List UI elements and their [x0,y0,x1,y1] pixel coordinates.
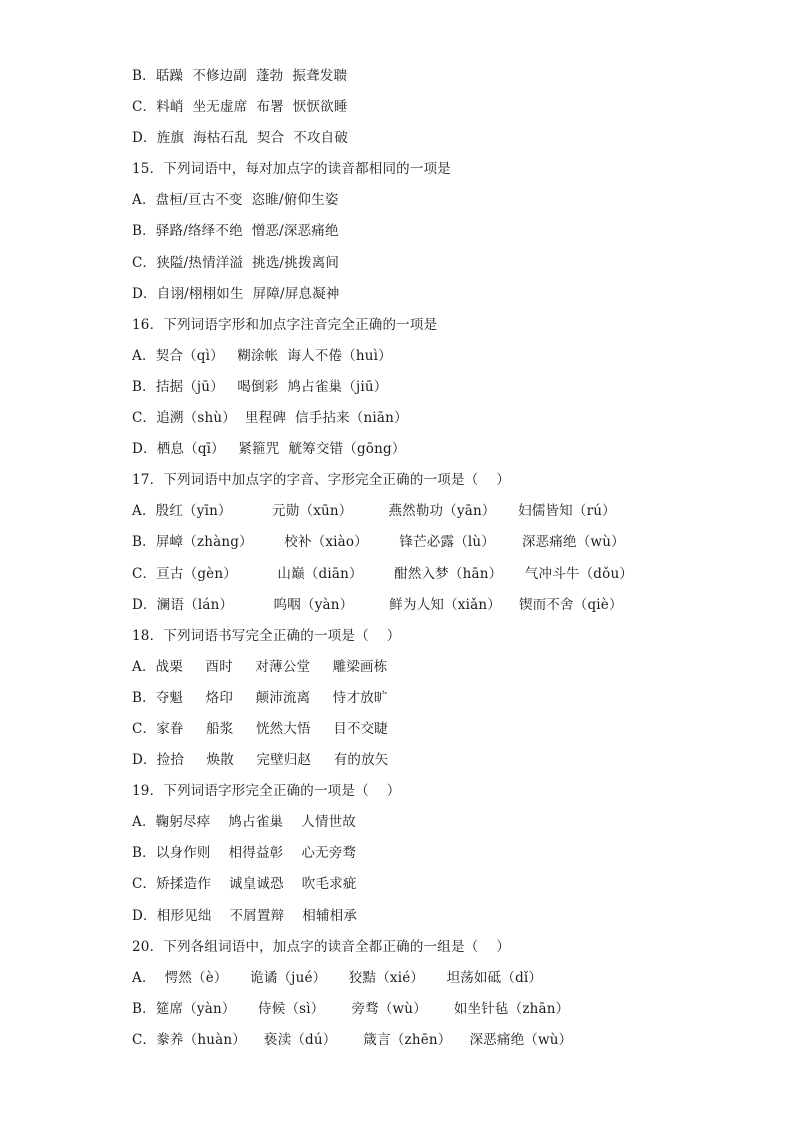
option-line: B．驿路/络绎不绝 憎恶/深恶痛绝 [132,223,339,240]
option-line: D．栖息（qī） 紧箍咒 觥筹交错（gōng） [132,441,406,458]
option-line: D．捡拾 焕散 完壁归赵 有的放矢 [132,752,389,769]
option-line: A．战栗 酉时 对薄公堂 雕梁画栋 [132,658,388,675]
question-line: 19．下列词语字形完全正确的一项是（ ） [132,783,401,800]
option-line: A．盘桓/亘古不变 恣睢/俯仰生姿 [132,192,339,209]
option-line: B．夺魁 烙印 颠沛流离 恃才放旷 [132,689,388,706]
question-line: 15．下列词语中，每对加点字的读音都相同的一项是 [132,161,451,178]
option-line: B．筵席（yàn） 侍候（sì） 旁骛（wù） 如坐针毡（zhān） [132,1000,570,1017]
option-line: D．自诩/栩栩如生 屏障/屏息凝神 [132,285,340,302]
option-line: A．鞠躬尽瘁 鸠占雀巢 人情世故 [132,814,356,831]
option-line: A．契合（qì） 糊涂帐 诲人不倦（huì） [132,347,392,364]
option-line: B．以身作则 相得益彰 心无旁骛 [132,845,357,862]
option-line: C．家眷 船浆 恍然大悟 目不交睫 [132,720,388,737]
question-line: 18．下列词语书写完全正确的一项是（ ） [132,627,401,644]
question-line: 20．下列各组词语中，加点字的读音全都正确的一组是（ ） [132,938,511,955]
question-line: 17．下列词语中加点字的字音、字形完全正确的一项是（ ） [132,472,511,489]
option-line: C．狭隘/热情洋溢 挑选/挑拨离间 [132,254,340,271]
option-line: C．料峭 坐无虚席 布署 恹恹欲睡 [132,99,348,116]
option-line: C．豢养（huàn） 亵渎（dú） 箴言（zhēn） 深恶痛绝（wù） [132,1031,573,1048]
exam-content [132,61,752,1056]
option-line: B．屏嶂（zhàng） 校补（xiào） 锋芒必露（lù） 深恶痛绝（wù） [132,534,625,551]
option-line: C．追溯（shù） 里程碑 信手拈来（niān） [132,410,408,427]
option-line: A． 愕然（è） 诡谲（jué） 狡黠（xié） 坦荡如砥（dǐ） [132,969,543,986]
option-line: D．澜语（lán） 呜咽（yàn） 鲜为人知（xiǎn） 锲而不舍（qiè） [132,596,623,613]
option-line: B．聒躁 不修边副 蓬勃 振聋发聩 [132,68,348,84]
question-line: 16．下列词语字形和加点字注音完全正确的一项是 [132,316,438,333]
option-line: B．拮据（jū） 喝倒彩 鸠占雀巢（jiū） [132,378,388,395]
option-line: A．殷红（yīn） 元勋（xūn） 燕然勒功（yān） 妇儒皆知（rú） [132,503,616,520]
option-line: C．亘古（gèn） 山巅（diān） 酣然入梦（hān） 气冲斗牛（dǒu） [132,565,634,582]
option-line: C．矫揉造作 诚皇诚恐 吹毛求疵 [132,876,357,893]
option-line: D．相形见绌 不屑置辩 相辅相承 [132,907,358,924]
option-line: D．旌旗 海枯石乱 契合 不攻自破 [132,130,349,147]
